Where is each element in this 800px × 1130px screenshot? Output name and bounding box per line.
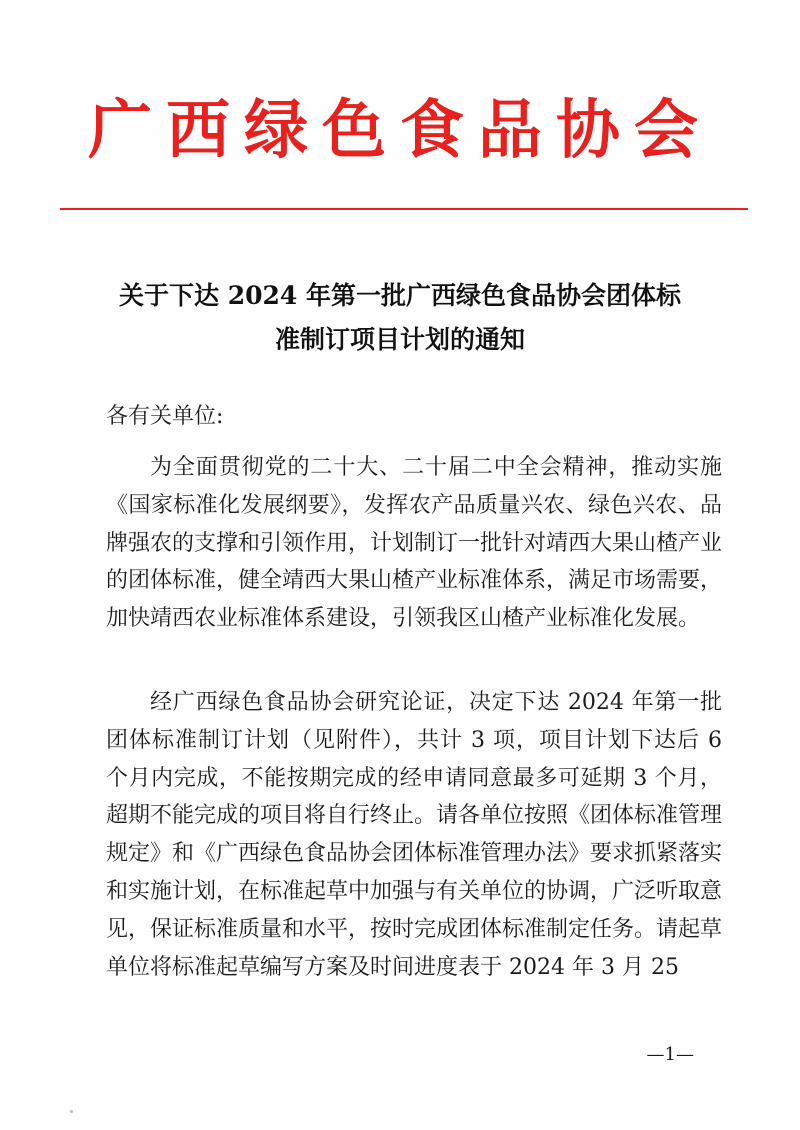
page-number: —1— xyxy=(646,1044,694,1065)
notice-title-line-2: 准制订项目计划的通知 xyxy=(274,325,525,354)
notice-title-line-1: 关于下达 2024 年第一批广西绿色食品协会团体标 xyxy=(119,281,681,310)
letterhead-org-name: 广西绿色食品协会 xyxy=(88,93,712,168)
letterhead-red-rule xyxy=(60,208,748,210)
scan-speck xyxy=(70,1110,73,1113)
notice-paragraph-2: 经广西绿色食品协会研究论证，决定下达 2024 年第一批团体标准制订计划（见附件），共计 3 项，项目计划下达后 6 个月内完成，不能按期完成的经申请同意最多可延期 3 个月，超期不能完成的项目将自行终止。请各单位按照《团体标准管理规定》和《广西绿色食品协会团体标准管理办法》要求抓紧落实和实施计划，在标准起草中加强与有关单位的协调，广泛听取意见，保证标准质量和水平，按时完成团体标准制定任务。请起草单位将标准起草编写方案及时间进度表于 2024 年 3 月 25 xyxy=(106,690,723,980)
notice-addressee: 各有关单位: xyxy=(106,404,224,429)
notice-paragraph-1: 为全面贯彻党的二十大、二十届二中全会精神，推动实施《国家标准化发展纲要》，发挥农产品质量兴农、绿色兴农、品牌强农的支撑和引领作用，计划制订一批针对靖西大果山楂产业的团体标准，健全靖西大果山楂产业标准体系，满足市场需要，加快靖西农业标准体系建设，引领我区山楂产业标准化发展。 xyxy=(106,455,723,632)
notice-title xyxy=(80,274,720,362)
